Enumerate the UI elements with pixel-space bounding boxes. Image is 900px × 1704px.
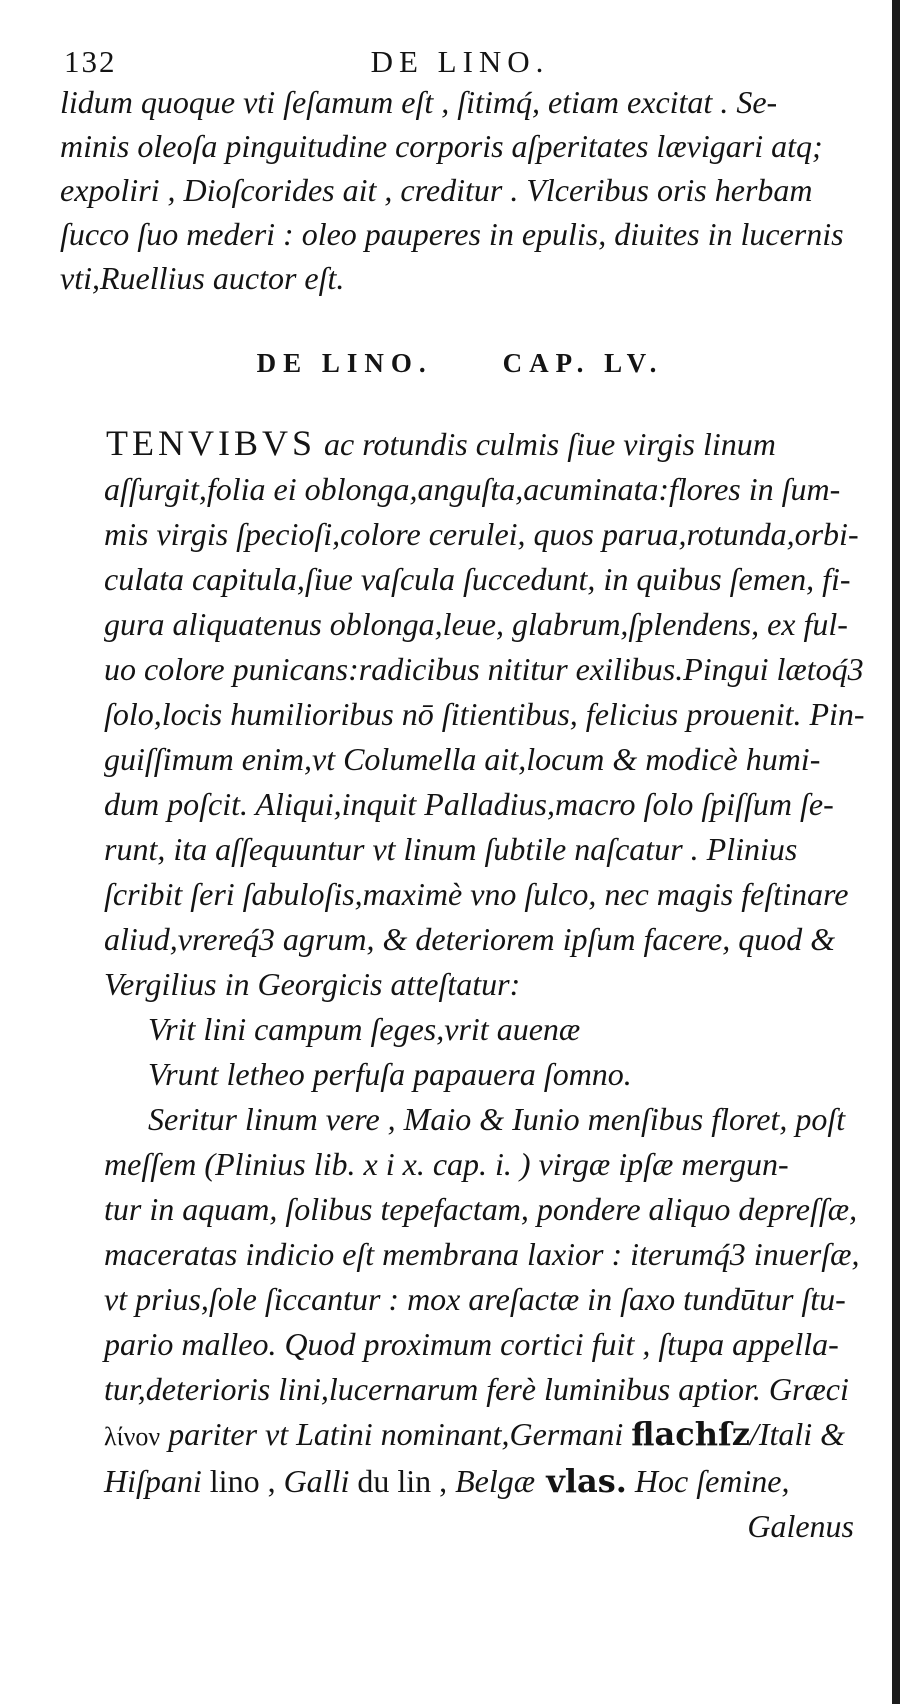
text-line: ſolo,locis humilioribus nō ſitientibus, felicius prouenit. Pin- — [104, 696, 865, 732]
paragraph-1 — [60, 421, 865, 1007]
text-line: meſſem (Plinius lib. x i x. cap. i. ) virgæ ipſæ mergun- — [104, 1146, 789, 1182]
text-line: vt prius,ſole ſiccantur : mox areſactæ in ſaxo tundūtur ſtu- — [104, 1281, 846, 1317]
greek-word: λίνον — [104, 1422, 161, 1451]
text-line: culata capitula,ſiue vaſcula ſuccedunt, in quibus ſemen, fi- — [104, 561, 851, 597]
paragraph-2 — [60, 1097, 860, 1548]
text-run: pariter vt Latini nominant,Germani — [160, 1416, 632, 1452]
text-line: Vergilius in Georgicis atteſtatur: — [104, 966, 521, 1002]
verse-line: Vrit lini campum ſeges,vrit auenæ — [148, 1011, 581, 1047]
text-line: vti,Ruellius auctor eſt. — [60, 260, 345, 296]
text-line — [104, 1412, 860, 1459]
book-page — [60, 34, 865, 1548]
text-run: /Itali & — [749, 1416, 846, 1452]
text-line: aſſurgit,folia ei oblonga,anguſta,acuminata:flores in ſum- — [104, 471, 841, 507]
page-edge-shadow — [892, 0, 900, 1704]
text-line: maceratas indicio eſt membrana laxior : iterumq́3 inuerſæ, — [104, 1236, 860, 1272]
text-line: mis virgis ſpecioſi,colore cerulei, quos parua,rotunda,orbi- — [104, 516, 859, 552]
text-run: Hiſpani — [104, 1463, 202, 1499]
verse-quotation — [60, 1007, 860, 1097]
text-line: guiſſimum enim,vt Columella ait,locum & modicè humi- — [104, 741, 821, 777]
running-head: DE LINO. — [370, 44, 550, 79]
text-line: ſucco ſuo mederi : oleo pauperes in epulis, diuites in lucernis — [60, 216, 844, 252]
page-number: 132 — [64, 44, 117, 79]
text-line: Seritur linum vere , Maio & Iunio menſibus floret, poſt — [148, 1101, 846, 1137]
text-line: dum poſcit. Aliqui,inquit Palladius,macro ſolo ſpiſſum ſe- — [104, 786, 834, 822]
text-run: Belgæ — [455, 1463, 536, 1499]
text-line: expoliri , Dioſcorides ait , creditur . Vlceribus oris herbam — [60, 172, 813, 208]
text-run: Galli — [283, 1463, 350, 1499]
text-line: tur,deterioris lini,lucernarum ferè luminibus aptior. Græci — [104, 1371, 849, 1407]
verse-line: Vrunt letheo perfuſa papauera ſomno. — [148, 1056, 632, 1092]
opening-word: TENVIBVS — [106, 423, 316, 463]
text-line: runt, ita aſſequuntur vt linum ſubtile naſcatur . Plinius — [104, 831, 798, 867]
first-line-rest: ac rotundis culmis ſiue virgis linum — [316, 426, 776, 462]
chapter-title: DE LINO. — [256, 348, 433, 378]
french-word: du lin , — [349, 1463, 456, 1499]
italian-spanish-word: lino , — [201, 1463, 284, 1499]
text-line: gura aliquatenus oblonga,leue, glabrum,ſplendens, ex ful- — [104, 606, 848, 642]
text-line: tur in aquam, ſolibus tepefactam, pondere aliquo depreſſæ, — [104, 1191, 858, 1227]
text-line: pario malleo. Quod proximum cortici fuit , ſtupa appella- — [104, 1326, 839, 1362]
text-line — [104, 421, 860, 467]
page-header — [60, 34, 860, 80]
german-word: flachſz — [631, 1415, 750, 1453]
text-line: aliud,vrereq́3 agrum, & deteriorem ipſum facere, quod & — [104, 921, 836, 957]
continued-text — [60, 80, 860, 300]
chapter-number: CAP. LV. — [502, 348, 664, 378]
text-run: Hoc ſemine, — [626, 1463, 790, 1499]
text-line: minis oleoſa pinguitudine corporis aſperitates lævigari atq; — [60, 128, 823, 164]
text-line — [104, 1459, 860, 1504]
catchword: Galenus — [747, 1508, 854, 1544]
chapter-heading — [60, 348, 860, 379]
text-line: lidum quoque vti ſeſamum eſt , ſitimq́, etiam excitat . Se- — [60, 84, 778, 120]
dutch-word: vlas. — [535, 1462, 627, 1500]
text-line: uo colore punicans:radicibus nititur exilibus.Pingui lætoq́3 — [104, 651, 864, 687]
text-line: ſcribit ſeri ſabuloſis,maximè vno ſulco, nec magis feſtinare — [104, 876, 849, 912]
